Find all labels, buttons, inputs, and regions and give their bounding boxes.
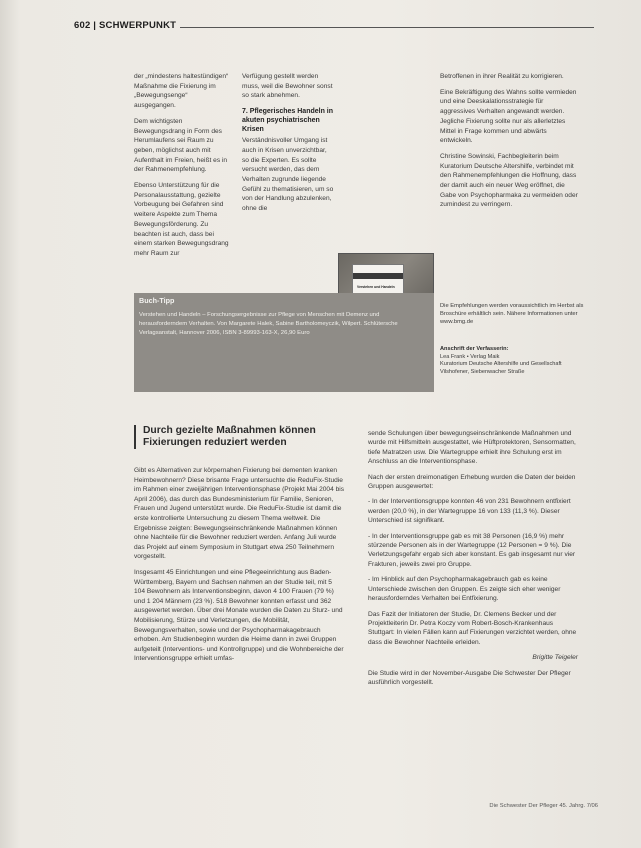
section-title: SCHWERPUNKT xyxy=(99,20,177,31)
column-3 xyxy=(440,72,580,216)
col2-paragraph-2: Verständnisvoller Umgang ist auch in Krisen unverzichtbar, so die Experten. Es sollte versucht werden, das dem Verhalten zugrunde liegende Gefühl zu thematisieren, um so von der Handlung abzulenken, ohne die xyxy=(242,137,334,213)
article-column-left xyxy=(134,466,344,670)
col2-paragraph-1: Verfügung gestellt werden muss, weil die Bewohner sonst so stark abnehmen. xyxy=(242,73,333,100)
header-rule xyxy=(180,27,594,28)
book-tip-box xyxy=(134,293,434,392)
author-address xyxy=(440,346,590,376)
book-cover-title: Verstehen und Handeln xyxy=(357,285,395,289)
page-footer: Die Schwester Der Pfleger 45. Jahrg. 7/06 xyxy=(489,803,598,809)
col1-paragraph-3: Ebenso Unterstützung für die Personalausstattung, gezielte Vorbeugung bei Gefahren sind weitere Aspekte zum Thema Bewegungsförderung. Zu beachten ist auch, dass bei einem starken Bewegungsdrang mehr Raum zur xyxy=(134,182,229,257)
col1-paragraph-1: der „mindestens haltestündigen“ Maßnahme die Fixierung im „Bewegungsenge“ ausgegangen. xyxy=(134,73,229,110)
book-tip-label: Buch-Tipp xyxy=(139,296,175,305)
col1-paragraph-2: Dem wichtigsten Bewegungsdrang in Form des Herumlaufens sei Raum zu geben, möglichst auch mit Aufenthalt im Freien, heißt es in der Rahmenempfehlung. xyxy=(134,117,228,174)
page-header: 602 | SCHWERPUNKT xyxy=(74,20,594,34)
recommendation-caption: Die Empfehlungen werden voraussichtlich im Herbst als Broschüre erhältlich sein. Nähere Informationen unter www.bmg.de xyxy=(440,303,584,325)
column-1 xyxy=(134,72,230,265)
article-right-paragraph-3: Das Fazit der Initiatoren der Studie, Dr. Clemens Becker und der Projektleiterin Dr. Petra Koczy vom Robert-Bosch-Krankenhaus Stuttgart: In vielen Fällen kann auf Fixierungen verzichtet werden, ohne dass die Bewohner Nachteile erleiden. xyxy=(368,610,577,646)
col3-paragraph-1: Betroffenen in ihrer Realität zu korrigieren. xyxy=(440,73,564,80)
section-heading-7: 7. Pflegerisches Handeln in akuten psychiatrischen Krisen xyxy=(242,108,334,134)
author-line: Vilshofener, Siebenwacher Straße xyxy=(440,368,525,375)
author-line: Kuratorium Deutsche Altershilfe und Gesellschaft xyxy=(440,361,562,368)
col3-paragraph-2: Eine Bekräftigung des Wahns sollte vermieden und eine Deeskalationsstrategie für aggressives Verhalten angewandt werden. Jegliche Fixierung sollte nur als allerletztes Mittel in Frage kommen und abwärts entwickeln. xyxy=(440,88,577,145)
article-left-paragraph-1: Gibt es Alternativen zur körpernahen Fixierung bei dementen kranken Heimbewohnern? Diese brisante Frage untersuchte die ReduFix-Studie im Rahmen einer zweijährigen Interventionsphase (Projekt Mai 2004 bis April 2006), das durch das Bundesministerium für Familie, Senioren, Frauen und Jugend unterstützt wurde. Die ReduFix-Studie ist damit die erste kontrollierte Untersuchung zu diesem Thema weltweit. Die Ergebnisse zeigten: Bewegungseinschränkende Maßnahmen können ohne Nachteile für die Bewohner reduziert werden. Anfang Juli wurde das Projekt auf einem Symposium in Stuttgart etwa 250 Teilnehmern vorgestellt. xyxy=(134,467,345,561)
author-address-heading: Anschrift der Verfasserin: xyxy=(440,346,509,352)
result-bullet: - In der Interventionsgruppe gab es mit 38 Personen (16,9 %) mehr stürzende Personen als in der Wartegruppe (12 Personen = 9 %). Die Verletzungsgefahr ergab sich aber konstant. Es gab insgesamt nur vier Frakturen, jeweils zwei pro Gruppe. xyxy=(368,532,576,568)
result-bullet: - In der Interventionsgruppe konnten 46 von 231 Bewohnern entfixiert werden (20,0 %), in der Wartegruppe 16 von 133 (11,3 %). Dieser Unterschied ist signifikant. xyxy=(368,498,571,525)
article-right-paragraph-4: Die Studie wird in der November-Ausgabe Die Schwester Der Pfleger ausführlich vorgestellt. xyxy=(368,669,571,686)
author-line: Lea Frank • Verlag Maik xyxy=(440,353,500,360)
author-signature: Brigitte Teigeler xyxy=(532,654,578,662)
article-headline: Durch gezielte Maßnahmen können Fixierungen reduziert werden xyxy=(134,425,371,449)
article-right-paragraph-2: Nach der ersten dreimonatigen Erhebung wurden die Daten der beiden Gruppen ausgewertet: xyxy=(368,473,576,491)
article-right-paragraph-1: sende Schulungen über bewegungseinschränkende Maßnahmen und wurde mit Hilfsmitteln ausgestattet, wie Hüftprotektoren, Sensormatten, tiefe Matratzen usw. Die Wartegruppe erhielt ihre Schulung erst im Anschluss an die Interventionsphase. xyxy=(368,430,576,466)
book-cover-band xyxy=(353,273,403,279)
result-bullet: - Im Hinblick auf den Psychopharmakagebrauch gab es keine Unterschiede zwischen den Gruppen. Es zeigte sich eher weniger herausforderndes Verhalten bei Entfixierung. xyxy=(368,576,561,603)
page-number: 602 xyxy=(74,20,91,31)
column-2 xyxy=(242,72,334,220)
article-left-paragraph-2: Insgesamt 45 Einrichtungen und eine Pflegeeinrichtung aus Baden-Württemberg, Bayern und Sachsen nahmen an der Studie teil, mit 5 104 Bewohnern als Interventionsbeginn, davon 4 100 Frauen (79 %) und 1 204 Männern (23 %). 518 Bewohner konnten erfasst und 362 ausgewertet werden. Über drei Monate wurden die Daten zu Sturz- und Mobilisierung, Stürze und Verletzungen, die Mobilität, Bewegungsverhalten, sowie und der Psychopharmakagebrauch erhoben. Am Studienbeginn wurden die Heime dann in zwei Gruppen aufgeteilt (Interventions- und Kontrollgruppe) und die Wohnbereiche der Interventionsgruppe erhielt umfas- xyxy=(134,568,344,663)
col3-paragraph-3: Christine Sowinski, Fachbegleiterin beim Kuratorium Deutsche Altershilfe, verbindet mit den Rahmenempfehlungen die Hoffnung, dass der damit auch ein neuer Weg eröffnet, die Gabe von Psychopharmaka zu vermeiden oder zumindest zu verringern. xyxy=(440,152,578,209)
book-tip-text: Verstehen und Handeln – Forschungsergebnisse zur Pflege von Menschen mit Demenz und herausforderndem Verhalten. Von Margarete Halek, Sabine Bartholomeyczik, Wilpert. Schlütersche Verlagsanstalt, Hannover 2006, ISBN 3-89993-163-X, 26,90 Euro xyxy=(139,312,398,336)
article-column-right xyxy=(368,429,578,693)
